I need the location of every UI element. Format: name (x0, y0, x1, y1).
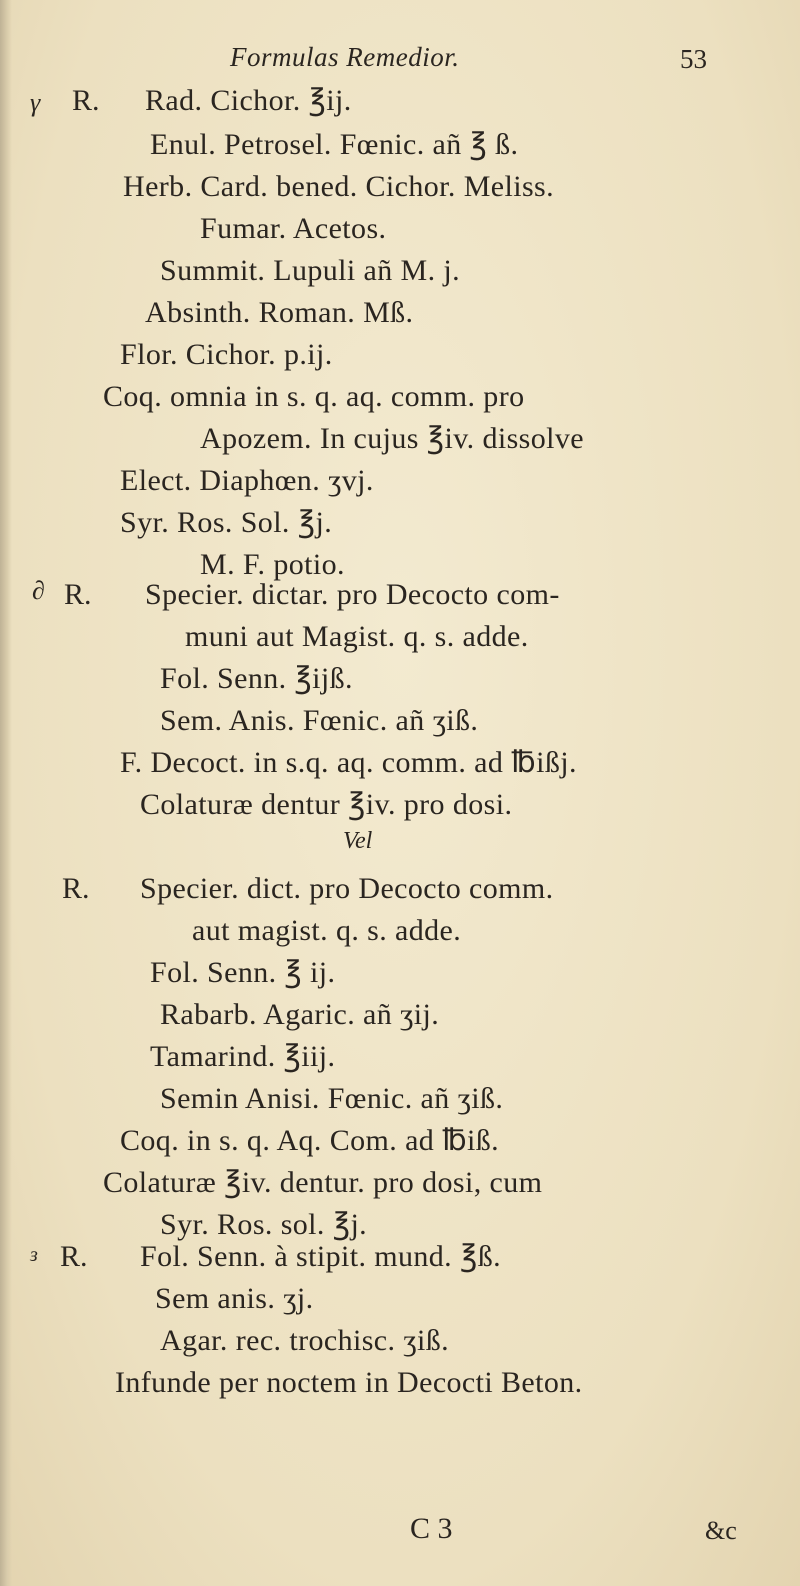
text-line: Specier. dict. pro Decocto comm. (140, 872, 554, 905)
text-line: Fol. Senn. à stipit. mund. ℥ß. (140, 1240, 502, 1273)
running-title: Formulas Remedior. (230, 42, 460, 72)
text-line: Colaturæ ℥iv. dentur. pro dosi, cum (103, 1166, 543, 1199)
text-line: Coq. omnia in s. q. aq. comm. pro (103, 380, 525, 413)
text-line: Colaturæ dentur ℥iv. pro dosi. (140, 788, 513, 821)
recipe-label: R. (62, 872, 90, 905)
text-line: Rabarb. Agaric. añ ʒij. (160, 998, 440, 1031)
text-line: Fol. Senn. ℥ ij. (150, 956, 336, 989)
text-line: M. F. potio. (200, 548, 345, 581)
text-line: Fol. Senn. ℥ijß. (160, 662, 353, 695)
recipe-label: R. (60, 1240, 88, 1273)
text-line: Summit. Lupuli añ M. j. (160, 254, 461, 287)
text-line: Semin Anisi. Fœnic. añ ʒiß. (160, 1082, 504, 1115)
text-line: Specier. dictar. pro Decocto com- (145, 578, 560, 611)
text-line: Coq. in s. q. Aq. Com. ad ℔iß. (120, 1124, 500, 1157)
text-line: Apozem. In cujus ℥iv. dissolve (200, 422, 584, 455)
text-line: Rad. Cichor. ℥ij. (145, 84, 352, 117)
text-line: Tamarind. ℥iij. (150, 1040, 336, 1073)
text-line: Sem. Anis. Fœnic. añ ʒiß. (160, 704, 479, 737)
signature-mark: C 3 (410, 1512, 453, 1545)
text-line: Agar. rec. trochisc. ʒiß. (160, 1324, 450, 1357)
text-line: Enul. Petrosel. Fœnic. añ ℥ ß. (150, 128, 519, 161)
text-line: F. Decoct. in s.q. aq. comm. ad ℔ißj. (120, 746, 577, 779)
page-gutter-edge (0, 0, 12, 1586)
text-line: Flor. Cichor. p.ij. (120, 338, 333, 371)
text-line: Elect. Diaphœn. ʒvj. (120, 464, 374, 497)
text-line: Herb. Card. bened. Cichor. Meliss. (123, 170, 555, 203)
recipe-label: R. (64, 578, 92, 611)
margin-mark: ɜ (30, 1244, 38, 1266)
margin-mark: ∂ (32, 576, 45, 605)
recipe-label: R. (72, 84, 100, 117)
text-line: Fumar. Acetos. (200, 212, 387, 245)
text-line: Syr. Ros. Sol. ℥j. (120, 506, 333, 539)
text-line: aut magist. q. s. adde. (192, 914, 462, 947)
text-line: Syr. Ros. sol. ℥j. (160, 1208, 368, 1241)
text-line: Absinth. Roman. Mß. (145, 296, 414, 329)
page-number: 53 (680, 44, 707, 74)
margin-mark: γ (30, 88, 41, 117)
section-divider: Vel (343, 828, 373, 854)
catchword: &c (705, 1516, 737, 1545)
text-line: muni aut Magist. q. s. adde. (185, 620, 529, 653)
text-line: Infunde per noctem in Decocti Beton. (115, 1366, 583, 1399)
text-line: Sem anis. ʒj. (155, 1282, 314, 1315)
